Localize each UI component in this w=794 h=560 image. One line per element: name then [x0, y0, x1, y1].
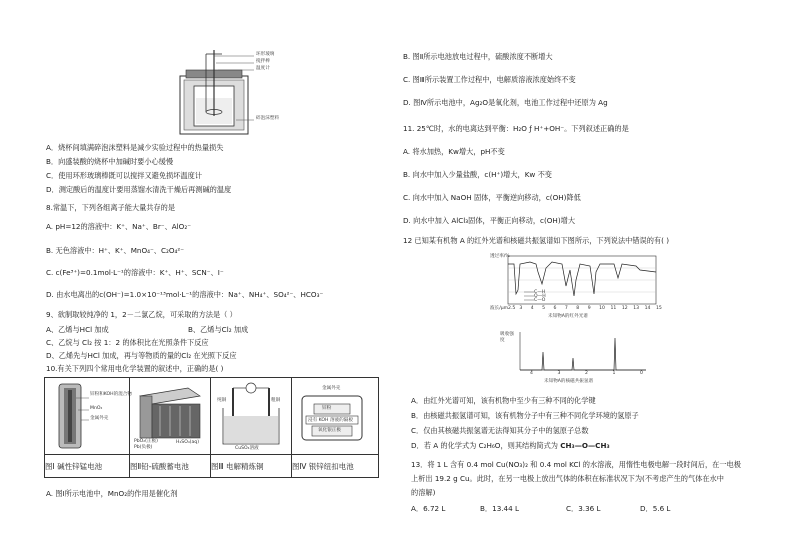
nmr-tick-label: 0 — [640, 371, 643, 376]
q12-option-b: B．由核磁共振氢谱可知，该有机物分子中有三种不同化学环境的氢原子 — [411, 411, 639, 420]
ir-peak-co: C—O — [534, 298, 546, 303]
q9-option-c: C、乙烷与 Cl₂ 按 1：2 的体积比在光照条件下反应 — [46, 338, 209, 347]
alkaline-battery-icon — [45, 378, 129, 454]
ir-tick-label: 13 — [633, 306, 640, 311]
q13-option-a: A．6.72 L — [411, 504, 446, 513]
ir-tick-label: 6 — [553, 306, 557, 311]
q7-option-b: B．向盛装酸的烧杯中加碱时要小心缓慢 — [46, 157, 174, 166]
calorimeter-figure — [170, 46, 285, 138]
q8-option-c: C. c(Fe³⁺)=0.1mol·L⁻¹的溶液中：K⁺、H⁺、SCN⁻、I⁻ — [46, 268, 224, 277]
q10-option-c: C. 图Ⅲ所示装置工作过程中，电解质溶液浓度始终不变 — [403, 75, 576, 84]
nmr-tick-label: 1 — [612, 371, 616, 376]
cell-2-label-pbo2: PbO₂(正极) — [134, 439, 158, 444]
cell-3-label-pure-cu: 纯铜 — [217, 398, 227, 403]
q9-option-b: B、乙烯与Cl₂ 加成 — [188, 325, 249, 334]
ir-peak-oh: O—H — [534, 294, 546, 299]
q9-option-d: D、乙烯先与HCl 加成，再与等物质的量的Cl₂ 在光照下反应 — [46, 351, 237, 360]
q13-line-2: 上析出 19.2 g Cu。此时，在另一电极上放出气体的体积在标准状况下为(不考虑产生的气体在水中 — [411, 474, 724, 483]
cell-4-figure — [292, 378, 379, 455]
nmr-spectrum-plot — [500, 328, 650, 386]
q12-option-c: C．仅由其核磁共振氢谱无法得知其分子中的氢原子总数 — [411, 426, 589, 435]
q8-option-a: A. pH=12的溶液中：K⁺、Na⁺、Br⁻、AlO₂⁻ — [46, 222, 192, 231]
cell-2-caption: 图Ⅱ铅-硫酸蓄电池 — [130, 455, 211, 478]
q9-stem: 9、欲制取较纯净的 1，2－二氯乙烷，可采取的方法是（ ） — [46, 310, 237, 319]
ir-tick-label: 5 — [542, 306, 546, 311]
nmr-tick-row — [530, 371, 643, 377]
ir-tick-label: 9 — [587, 306, 591, 311]
cell-2-label-pb: Pb(负极) — [134, 445, 153, 450]
ir-peak-ch: C—H — [534, 290, 546, 295]
q7-option-a: A．烧杯间填满碎泡沫塑料是减少实验过程中的热量损失 — [46, 143, 224, 152]
cell-4-label-ag2o: 氧化银正极 — [318, 428, 341, 433]
ir-x-label: 波长/μm — [490, 306, 509, 311]
cell-4-caption: 图Ⅳ 银锌纽扣电池 — [292, 455, 379, 478]
label-foam: 碎泡沫塑料 — [256, 116, 279, 121]
label-ring-stirrer-2: 搅拌棒 — [256, 59, 270, 64]
cell-4-label-separator: 浸有 KOH 溶液的隔板 — [308, 418, 353, 423]
q11-option-d: D. 向水中加入 AlCl₃固体，平衡正向移动，c(OH)增大 — [403, 216, 576, 225]
ir-tick-label: 4 — [530, 306, 534, 311]
ir-tick-row — [508, 306, 662, 312]
q12-option-d — [411, 441, 610, 450]
q13-line-1: 13．将 1 L 含有 0.4 mol Cu(NO₃)₂ 和 0.4 mol KCl 的水溶液，用惰性电极电解一段时间后，在一电极 — [411, 460, 741, 469]
electrolysis-cell-icon — [211, 378, 291, 454]
q13-option-b: B．13.44 L — [480, 504, 519, 513]
cell-2-figure — [130, 378, 211, 455]
nmr-y-label: 吸收强度 — [500, 332, 514, 343]
q8-stem: 8.常温下，下列各组离子能大量共存的是 — [46, 203, 176, 212]
q11-option-c: C. 向水中加入 NaOH 固体，平衡逆向移动，c(OH)降低 — [403, 193, 581, 202]
nmr-tick-label: 4 — [530, 371, 533, 376]
ir-tick-label: 14 — [644, 306, 651, 311]
electrochem-cells-table — [44, 377, 379, 478]
cell-1-caption: 图Ⅰ 碱性锌锰电池 — [45, 455, 130, 478]
cell-1-label-mno2: MnO₂ — [90, 406, 103, 411]
label-ring-stirrer-1: 环形玻璃 — [256, 52, 275, 57]
q8-option-d: D. 由水电离出的c(OH⁻)=1.0×10⁻¹³mol·L⁻¹的溶液中：Na⁺、NH₄⁺、SO₄²⁻、HCO₃⁻ — [46, 290, 324, 299]
cell-3-label-cuso4: CuSO₄溶液 — [235, 446, 259, 451]
ir-caption: 未知物A的红外光谱 — [548, 314, 588, 319]
q12-option-d-prefix: D．若 A 的化学式为 C₂H₆O，则其结构简式为 — [411, 441, 561, 450]
cell-3-caption: 图Ⅲ 电解精炼铜 — [211, 455, 292, 478]
q11-option-a: A. 将水加热，Kw增大，pH不变 — [403, 147, 505, 156]
nmr-tick-label: 2 — [585, 371, 588, 376]
cell-2-label-h2so4: H₂SO₄(aq) — [176, 440, 199, 445]
q10-option-d: D. 图Ⅳ所示电池中，Ag₂O是氧化剂，电池工作过程中还原为 Ag — [403, 98, 608, 107]
q7-option-d: D．测定酸后的温度计要用蒸馏水清洗干燥后再测碱的温度 — [46, 185, 232, 194]
ir-y-label: 透过率/% — [490, 254, 510, 259]
q11-option-b: B. 向水中加入少量盐酸，c(H⁺)增大，Kw 不变 — [403, 170, 552, 179]
ir-tick-label: 15 — [656, 306, 662, 311]
cell-1-label-zinc: 锌粉和KOH的混合物 — [90, 392, 132, 397]
q10-stem: 10.有关下列四个常用电化学装置的叙述中，正确的是( ) — [46, 364, 224, 373]
q12-stem: 12 已知某有机物 A 的红外光谱和核磁共振氢谱如下图所示，下列说法中错误的有( ) — [403, 236, 670, 245]
ir-tick-label: 12 — [621, 306, 628, 311]
ir-tick-label: 11 — [610, 306, 617, 311]
q7-option-c: C．使用环形玻璃棒既可以搅拌又避免损坏温度计 — [46, 171, 202, 180]
q13-option-c: C．3.36 L — [566, 504, 601, 513]
cell-3-figure — [211, 378, 292, 455]
q8-option-b: B. 无色溶液中：H⁺、K⁺、MnO₄⁻、C₂O₄²⁻ — [46, 246, 185, 255]
nmr-tick-label: 3 — [557, 371, 561, 376]
q12-option-a: A．由红外光谱可知，该有机物中至少有三种不同的化学键 — [411, 396, 596, 405]
ir-tick-label: 10 — [599, 306, 605, 311]
ir-spectrum-plot — [490, 250, 660, 324]
q10-option-a: A. 图Ⅰ所示电池中，MnO₂的作用是催化剂 — [46, 489, 178, 498]
cell-1-label-shell: 金属外壳 — [90, 416, 109, 421]
q10-option-b: B. 图Ⅱ所示电池放电过程中，硫酸浓度不断增大 — [403, 52, 553, 61]
cell-1-figure — [45, 378, 130, 455]
q13-option-d: D．5.6 L — [640, 504, 671, 513]
ir-tick-label: 3 — [519, 306, 523, 311]
cell-3-label-crude-cu: 粗铜 — [271, 398, 281, 403]
cell-4-label-zinc: 锌粉 — [322, 406, 332, 411]
ir-tick-label: 7 — [564, 306, 568, 311]
cell-4-label-shell: 金属外壳 — [322, 386, 341, 391]
ir-tick-label: 2.5 — [508, 306, 516, 311]
label-thermometer: 温度计 — [256, 66, 270, 71]
nmr-spectrum-figure — [500, 328, 650, 386]
nmr-caption: 未知物A的核磁共振氢谱 — [544, 379, 594, 384]
q12-option-d-formula: CH₃—O—CH₃ — [560, 441, 610, 450]
ir-tick-label: 8 — [576, 306, 580, 311]
ir-spectrum-figure — [490, 250, 660, 324]
q11-stem: 11. 25℃时，水的电离达到平衡：H₂O ƒ H⁺+OH⁻。下列叙述正确的是 — [403, 124, 629, 133]
q13-line-3: 的溶解) — [411, 488, 436, 497]
q9-option-a: A、乙烯与HCl 加成 — [46, 325, 109, 334]
